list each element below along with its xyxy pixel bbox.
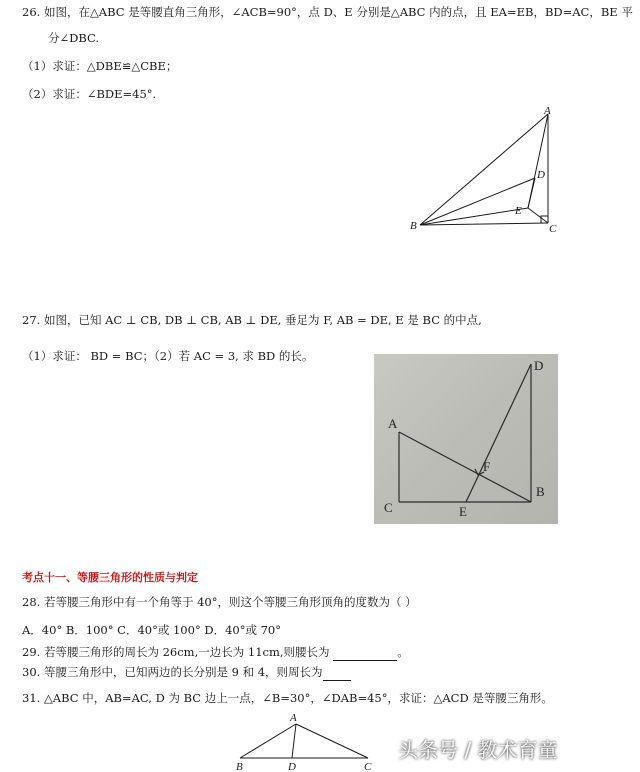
q27-label-e: E [459, 504, 467, 519]
q26-label-e: E [515, 205, 522, 217]
q29-answer-blank[interactable] [333, 644, 397, 661]
q26-line1: 26. 如图，在△ABC 是等腰直角三角形，∠ACB=90°，点 D、E 分别是△ABC 内的点，且 EA=EB，BD=AC，BE 平 [22, 5, 633, 19]
q27-label-c: C [384, 500, 393, 515]
q31-text: 31. △ABC 中，AB=AC, D 为 BC 边上一点，∠B=30°，∠DAB=45°，求证：△ACD 是等腰三角形。 [22, 691, 553, 705]
q29-end: 。 [397, 645, 409, 659]
q31-label-a: A [290, 712, 297, 724]
q27-label-b: B [536, 484, 545, 499]
q31-figure [228, 710, 388, 772]
q27-figure-photo [374, 354, 558, 524]
q30-text [22, 664, 351, 681]
q27-label-f: F [483, 459, 491, 474]
q27-figure [374, 354, 558, 524]
q26-figure [400, 100, 570, 240]
q26-label-b: B [410, 220, 417, 232]
q27-label-d: D [534, 358, 544, 373]
q28-stem: 28. 若等腰三角形中有一个角等于 40°，则这个等腰三角形顶角的度数为（ ） [22, 595, 417, 609]
q31-label-c: C [364, 761, 372, 772]
q29-text [22, 644, 409, 661]
q29-stem: 29. 若等腰三角形的周长为 26cm,一边长为 11cm,则腰长为 [22, 645, 330, 659]
q30-answer-blank[interactable] [323, 664, 351, 681]
q26-part1: （1）求证：△DBE≌△CBE； [22, 59, 178, 73]
q27-parts: （1）求证： BD = BC；（2）若 AC = 3, 求 BD 的长。 [22, 349, 314, 363]
q27-line1: 27. 如图，已知 AC ⊥ CB, DB ⊥ CB, AB ⊥ DE, 垂足为 F, AB = DE, E 是 BC 的中点, [22, 313, 482, 327]
q31-label-d: D [288, 761, 296, 772]
q28-options: A．40° B．100° C．40°或 100° D．40°或 70° [22, 623, 281, 637]
q31-label-b: B [236, 761, 243, 772]
q26-line2: 分∠DBC. [48, 31, 100, 45]
q26-part2: （2）求证：∠BDE=45°. [22, 87, 157, 101]
watermark: 头条号 / 教术育童 [398, 738, 558, 762]
section-heading: 考点十一、等腰三角形的性质与判定 [22, 571, 198, 584]
q26-label-a: A [544, 105, 551, 117]
q26-label-d: D [537, 169, 545, 181]
q26-label-c: C [549, 223, 557, 235]
q27-label-a: A [388, 416, 398, 431]
q30-stem: 30. 等腰三角形中，已知两边的长分别是 9 和 4，则周长为 [22, 665, 323, 679]
